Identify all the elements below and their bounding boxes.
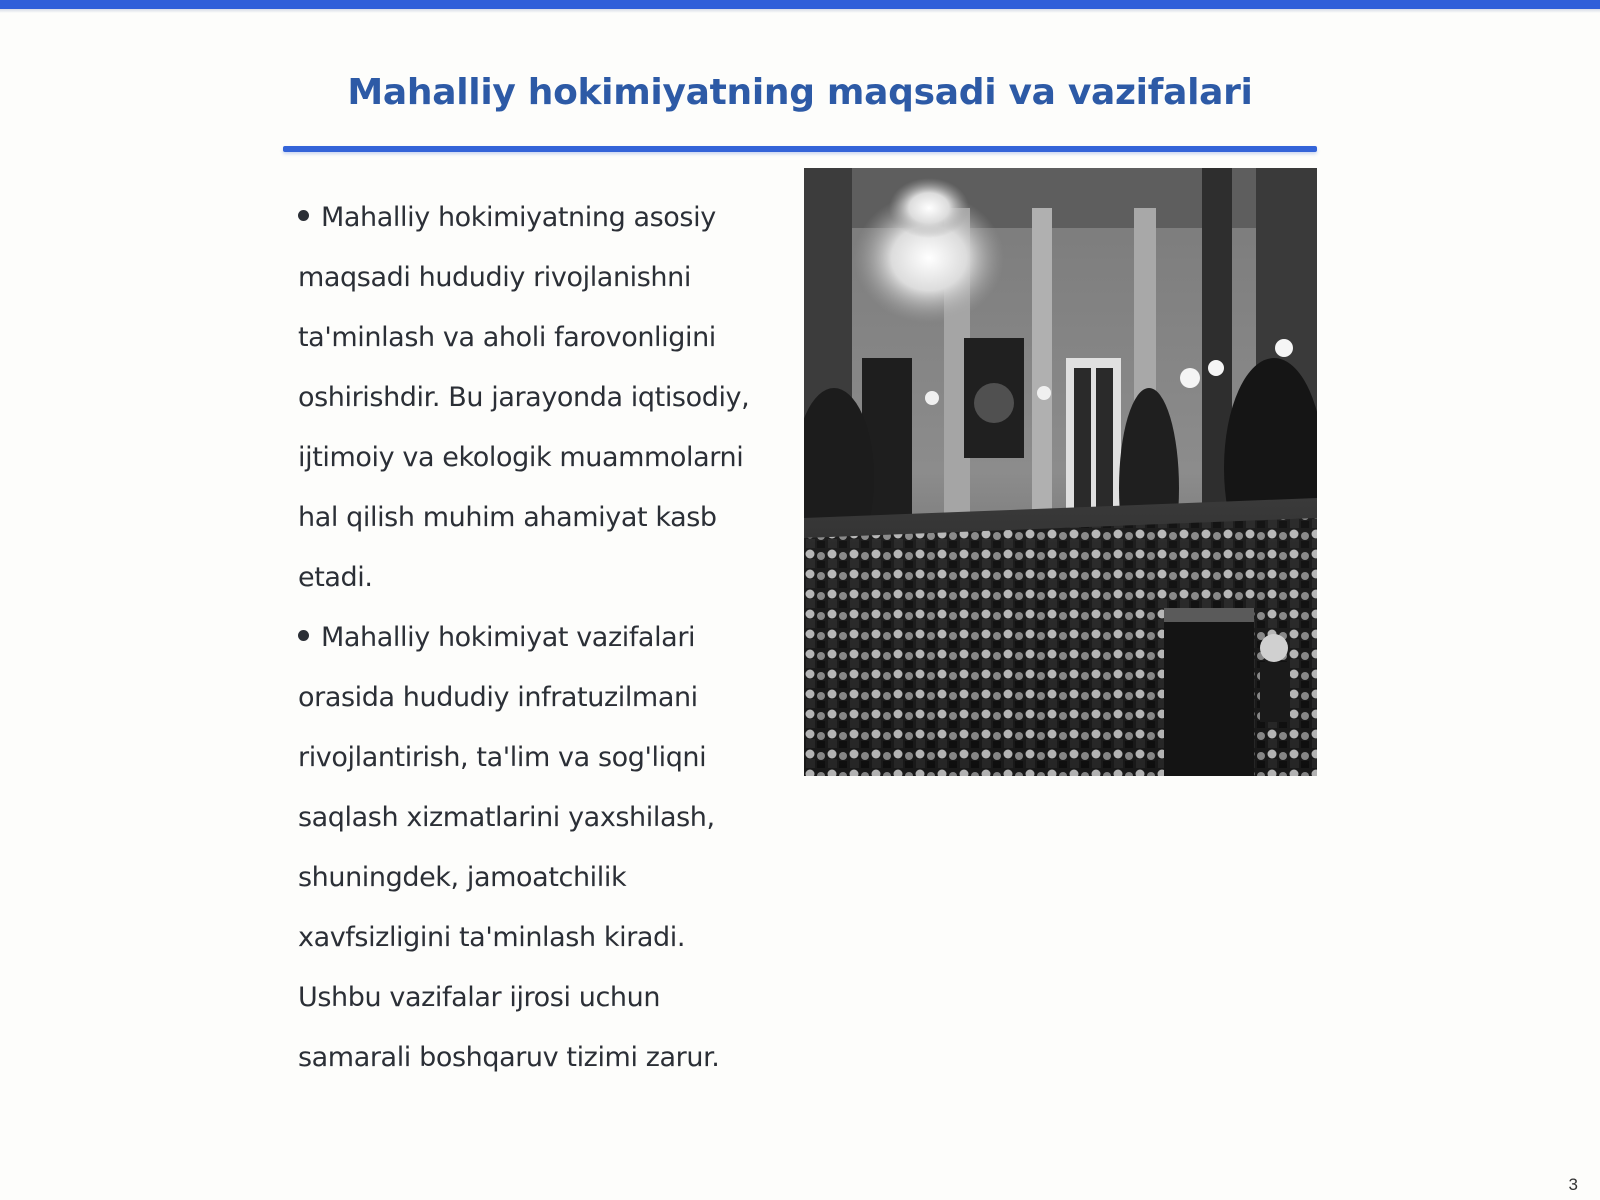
bullet-item — [298, 608, 768, 1088]
bullet-text: Mahalliy hokimiyatning asosiy maqsadi hududiy rivojlanishni ta'minlash va aholi farovonligini oshirishdir. Bu jarayonda iqtisodiy, ijtimoiy va ekologik muammolarni hal qilish muhim ahamiyat kasb etadi. — [298, 202, 750, 593]
top-accent-bar — [0, 0, 1600, 9]
bullet-text: Mahalliy hokimiyat vazifalari orasida hududiy infratuzilmani rivojlantirish, ta'lim va sog'liqni saqlash xizmatlarini yaxshilash, shuningdek, jamoatchilik xavfsizligini ta'minlash kiradi. Ushbu vazifalar ijrosi uchun samarali boshqaruv tizimi zarur. — [298, 622, 720, 1073]
page-number: 3 — [1568, 1175, 1578, 1194]
top-accent-bar-shadow — [0, 9, 1600, 13]
bullet-dot-icon — [298, 630, 309, 641]
title-underline — [283, 146, 1317, 152]
bullet-item — [298, 188, 768, 608]
assembly-hall-photo-icon — [804, 168, 1317, 776]
slide-body — [298, 188, 768, 1088]
bullet-dot-icon — [298, 210, 309, 221]
historical-photo — [804, 168, 1317, 776]
slide-title: Mahalliy hokimiyatning maqsadi va vazifalari — [347, 72, 1253, 113]
